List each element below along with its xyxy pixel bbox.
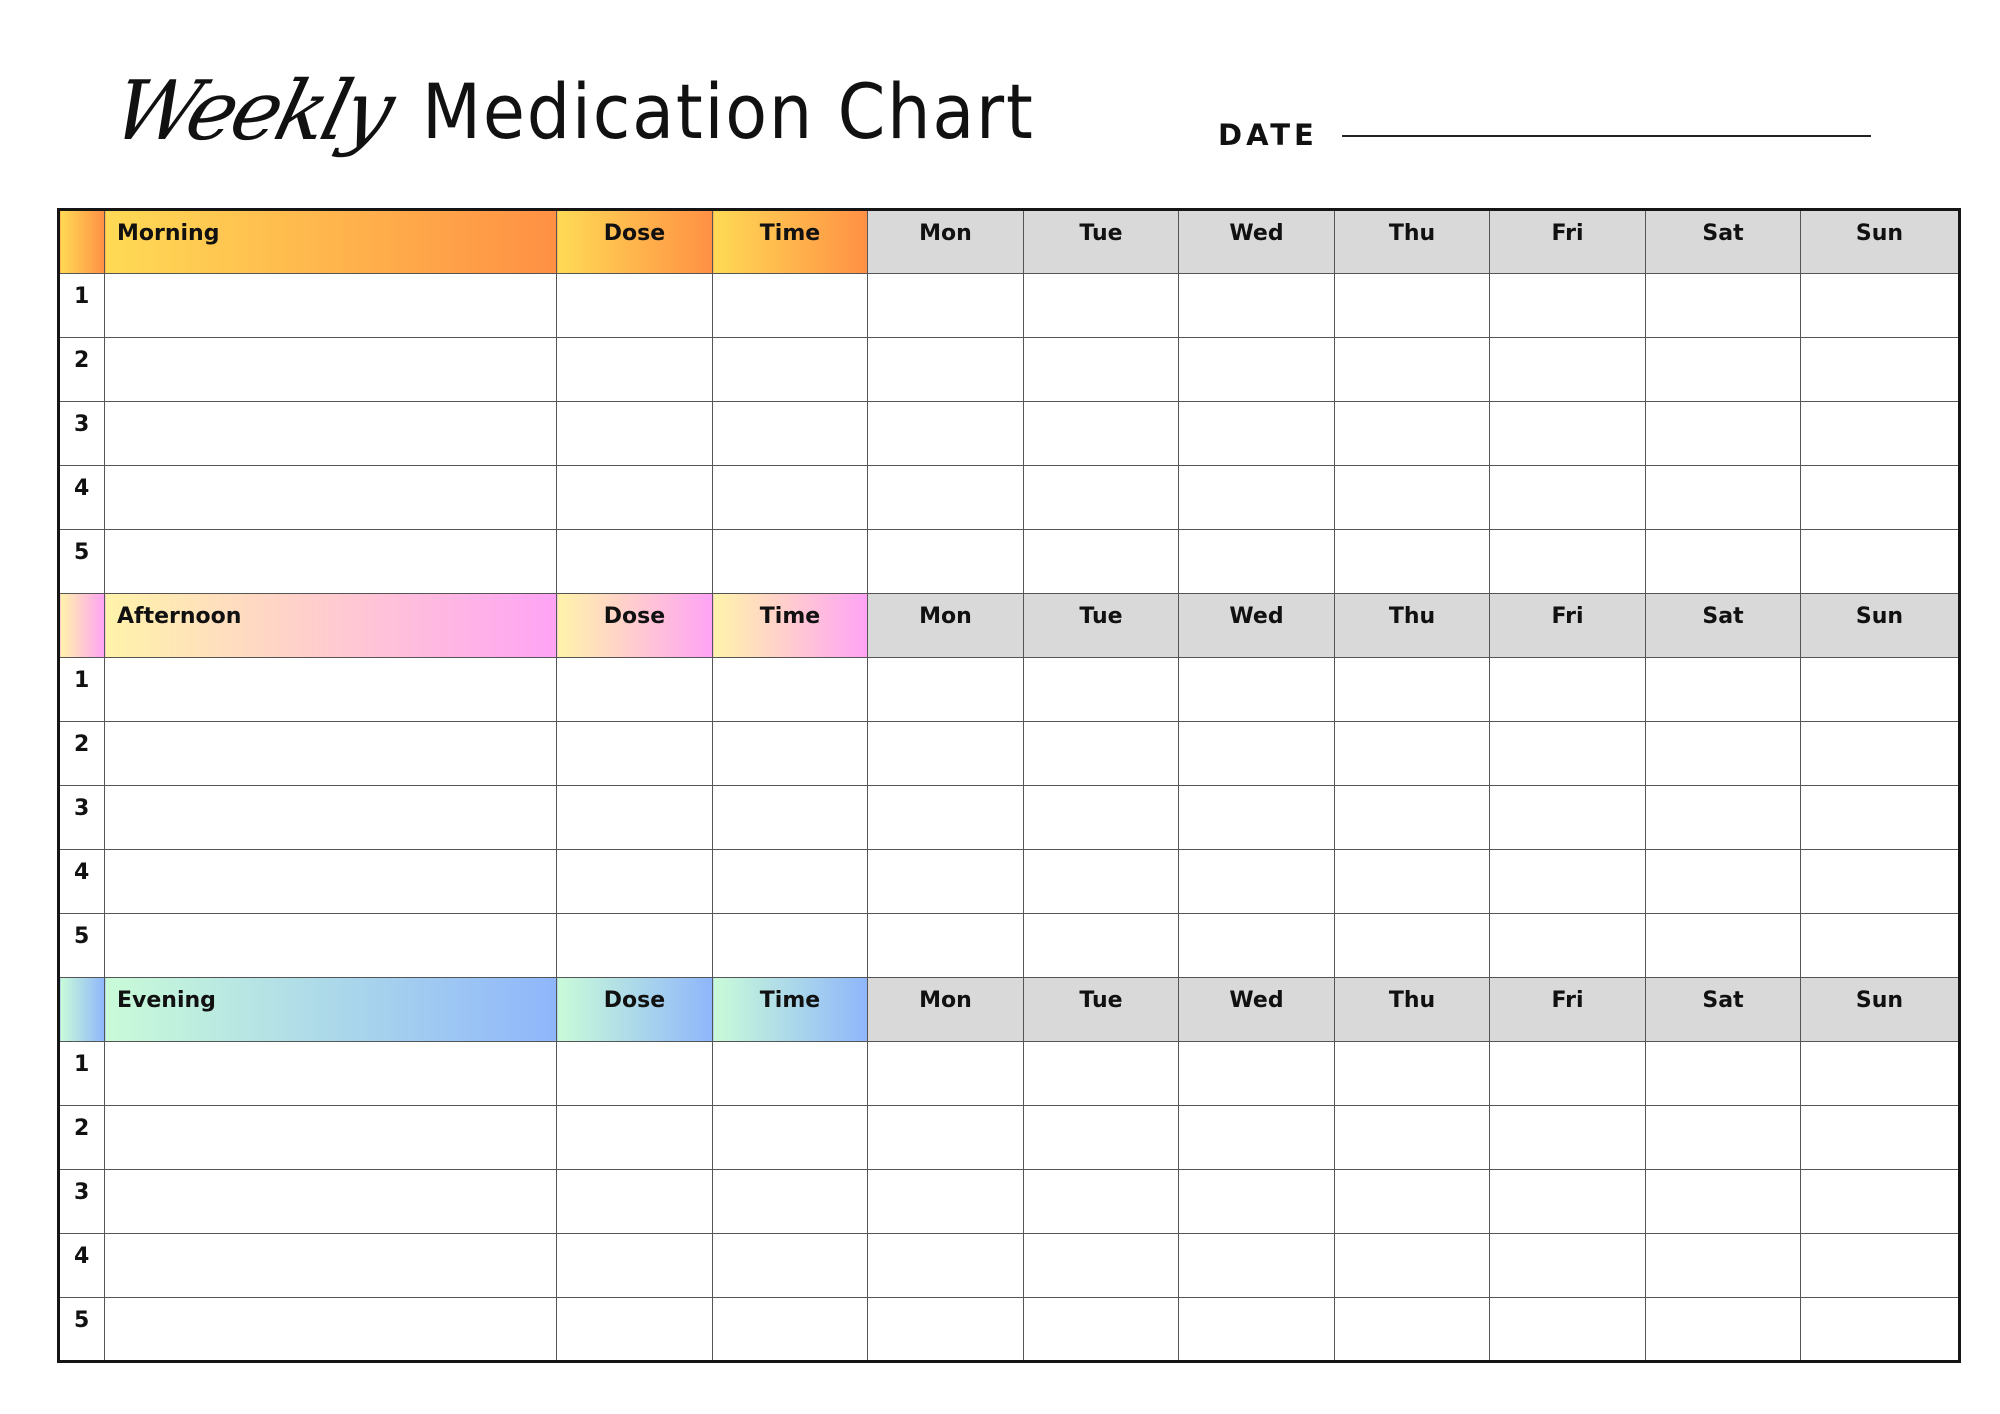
day-check-cell-sun[interactable] — [1801, 1234, 1960, 1298]
day-check-cell-wed[interactable] — [1179, 914, 1335, 978]
day-check-cell-sat[interactable] — [1646, 338, 1801, 402]
day-check-cell-mon[interactable] — [868, 786, 1024, 850]
afternoon-day-header-sun: Sun — [1801, 594, 1960, 658]
dose-cell[interactable] — [557, 1170, 713, 1234]
day-check-cell-thu[interactable] — [1335, 402, 1490, 466]
day-check-cell-fri[interactable] — [1490, 658, 1646, 722]
row-number: 4 — [59, 1234, 105, 1298]
day-check-cell-mon[interactable] — [868, 722, 1024, 786]
day-check-cell-wed[interactable] — [1179, 338, 1335, 402]
day-check-cell-tue[interactable] — [1024, 722, 1179, 786]
day-check-cell-sun[interactable] — [1801, 1170, 1960, 1234]
day-check-cell-sun[interactable] — [1801, 914, 1960, 978]
medication-name-cell[interactable] — [105, 1170, 557, 1234]
day-check-cell-sun[interactable] — [1801, 850, 1960, 914]
morning-dose-header: Dose — [557, 210, 713, 274]
day-check-cell-sun[interactable] — [1801, 1106, 1960, 1170]
table-row — [59, 786, 1960, 850]
medication-name-cell[interactable] — [105, 530, 557, 594]
day-check-cell-tue[interactable] — [1024, 530, 1179, 594]
evening-day-header-thu: Thu — [1335, 978, 1490, 1042]
afternoon-day-header-thu: Thu — [1335, 594, 1490, 658]
row-number: 4 — [59, 850, 105, 914]
row-number: 1 — [59, 658, 105, 722]
date-input-line[interactable] — [1342, 135, 1871, 137]
table-row — [59, 850, 1960, 914]
medication-name-cell[interactable] — [105, 1234, 557, 1298]
dose-cell[interactable] — [557, 786, 713, 850]
time-cell[interactable] — [713, 338, 868, 402]
morning-day-header-fri: Fri — [1490, 210, 1646, 274]
day-check-cell-sat[interactable] — [1646, 1298, 1801, 1362]
day-check-cell-mon[interactable] — [868, 402, 1024, 466]
day-check-cell-thu[interactable] — [1335, 466, 1490, 530]
table-row — [59, 722, 1960, 786]
afternoon-day-header-tue: Tue — [1024, 594, 1179, 658]
dose-cell[interactable] — [557, 1042, 713, 1106]
morning-header-row — [59, 210, 1960, 274]
day-check-cell-thu[interactable] — [1335, 914, 1490, 978]
page-title — [103, 52, 1103, 172]
morning-day-header-thu: Thu — [1335, 210, 1490, 274]
afternoon-time-header: Time — [713, 594, 868, 658]
day-check-cell-sun[interactable] — [1801, 1298, 1960, 1362]
title-main-text: Medication Chart — [421, 67, 1035, 156]
dose-cell[interactable] — [557, 274, 713, 338]
day-check-cell-sat[interactable] — [1646, 658, 1801, 722]
evening-day-header-fri: Fri — [1490, 978, 1646, 1042]
day-check-cell-wed[interactable] — [1179, 1234, 1335, 1298]
dose-cell[interactable] — [557, 658, 713, 722]
day-check-cell-tue[interactable] — [1024, 1298, 1179, 1362]
table-row — [59, 1298, 1960, 1362]
day-check-cell-wed[interactable] — [1179, 1042, 1335, 1106]
row-number: 2 — [59, 338, 105, 402]
day-check-cell-tue[interactable] — [1024, 274, 1179, 338]
evening-day-header-sun: Sun — [1801, 978, 1960, 1042]
day-check-cell-fri[interactable] — [1490, 850, 1646, 914]
day-check-cell-thu[interactable] — [1335, 530, 1490, 594]
dose-cell[interactable] — [557, 402, 713, 466]
row-number: 3 — [59, 786, 105, 850]
day-check-cell-tue[interactable] — [1024, 786, 1179, 850]
day-check-cell-thu[interactable] — [1335, 1234, 1490, 1298]
time-cell[interactable] — [713, 1106, 868, 1170]
evening-section-label: Evening — [105, 978, 557, 1042]
day-check-cell-fri[interactable] — [1490, 914, 1646, 978]
table-row — [59, 338, 1960, 402]
row-number: 2 — [59, 1106, 105, 1170]
dose-cell[interactable] — [557, 1234, 713, 1298]
time-cell[interactable] — [713, 402, 868, 466]
day-check-cell-wed[interactable] — [1179, 850, 1335, 914]
day-check-cell-mon[interactable] — [868, 338, 1024, 402]
day-check-cell-mon[interactable] — [868, 1106, 1024, 1170]
medication-name-cell[interactable] — [105, 1106, 557, 1170]
day-check-cell-thu[interactable] — [1335, 1298, 1490, 1362]
day-check-cell-fri[interactable] — [1490, 1298, 1646, 1362]
medication-name-cell[interactable] — [105, 402, 557, 466]
day-check-cell-wed[interactable] — [1179, 530, 1335, 594]
day-check-cell-thu[interactable] — [1335, 338, 1490, 402]
morning-time-header: Time — [713, 210, 868, 274]
day-check-cell-fri[interactable] — [1490, 338, 1646, 402]
day-check-cell-thu[interactable] — [1335, 722, 1490, 786]
day-check-cell-fri[interactable] — [1490, 786, 1646, 850]
day-check-cell-sun[interactable] — [1801, 722, 1960, 786]
day-check-cell-tue[interactable] — [1024, 914, 1179, 978]
medication-name-cell[interactable] — [105, 338, 557, 402]
time-cell[interactable] — [713, 658, 868, 722]
row-number: 4 — [59, 466, 105, 530]
time-cell[interactable] — [713, 722, 868, 786]
dose-cell[interactable] — [557, 1298, 713, 1362]
day-check-cell-tue[interactable] — [1024, 1234, 1179, 1298]
day-check-cell-mon[interactable] — [868, 850, 1024, 914]
evening-corner-cell — [59, 978, 105, 1042]
title-script-text: Weekly — [103, 64, 400, 159]
evening-dose-header: Dose — [557, 978, 713, 1042]
time-cell[interactable] — [713, 1234, 868, 1298]
morning-day-header-sat: Sat — [1646, 210, 1801, 274]
medication-name-cell[interactable] — [105, 658, 557, 722]
afternoon-day-header-fri: Fri — [1490, 594, 1646, 658]
day-check-cell-thu[interactable] — [1335, 1170, 1490, 1234]
day-check-cell-wed[interactable] — [1179, 1106, 1335, 1170]
medication-name-cell[interactable] — [105, 914, 557, 978]
morning-day-header-tue: Tue — [1024, 210, 1179, 274]
day-check-cell-thu[interactable] — [1335, 786, 1490, 850]
day-check-cell-wed[interactable] — [1179, 466, 1335, 530]
day-check-cell-mon[interactable] — [868, 1042, 1024, 1106]
day-check-cell-sat[interactable] — [1646, 1042, 1801, 1106]
day-check-cell-sat[interactable] — [1646, 1234, 1801, 1298]
day-check-cell-wed[interactable] — [1179, 402, 1335, 466]
day-check-cell-tue[interactable] — [1024, 850, 1179, 914]
day-check-cell-tue[interactable] — [1024, 466, 1179, 530]
row-number: 5 — [59, 530, 105, 594]
day-check-cell-tue[interactable] — [1024, 1106, 1179, 1170]
dose-cell[interactable] — [557, 850, 713, 914]
day-check-cell-sun[interactable] — [1801, 274, 1960, 338]
day-check-cell-sat[interactable] — [1646, 530, 1801, 594]
day-check-cell-thu[interactable] — [1335, 1106, 1490, 1170]
dose-cell[interactable] — [557, 1106, 713, 1170]
day-check-cell-tue[interactable] — [1024, 1042, 1179, 1106]
afternoon-day-header-sat: Sat — [1646, 594, 1801, 658]
day-check-cell-mon[interactable] — [868, 530, 1024, 594]
day-check-cell-fri[interactable] — [1490, 722, 1646, 786]
row-number: 3 — [59, 402, 105, 466]
medication-name-cell[interactable] — [105, 1298, 557, 1362]
row-number: 5 — [59, 1298, 105, 1362]
afternoon-dose-header: Dose — [557, 594, 713, 658]
morning-day-header-wed: Wed — [1179, 210, 1335, 274]
medication-name-cell[interactable] — [105, 466, 557, 530]
medication-table — [57, 208, 1961, 1363]
day-check-cell-mon[interactable] — [868, 1298, 1024, 1362]
day-check-cell-tue[interactable] — [1024, 338, 1179, 402]
day-check-cell-sat[interactable] — [1646, 1106, 1801, 1170]
medication-name-cell[interactable] — [105, 722, 557, 786]
day-check-cell-sat[interactable] — [1646, 786, 1801, 850]
day-check-cell-fri[interactable] — [1490, 1042, 1646, 1106]
row-number: 3 — [59, 1170, 105, 1234]
day-check-cell-sat[interactable] — [1646, 914, 1801, 978]
day-check-cell-thu[interactable] — [1335, 1042, 1490, 1106]
date-label: DATE — [1218, 118, 1318, 152]
day-check-cell-wed[interactable] — [1179, 658, 1335, 722]
day-check-cell-tue[interactable] — [1024, 1170, 1179, 1234]
row-number: 1 — [59, 1042, 105, 1106]
day-check-cell-fri[interactable] — [1490, 274, 1646, 338]
afternoon-header-row — [59, 594, 1960, 658]
day-check-cell-thu[interactable] — [1335, 658, 1490, 722]
day-check-cell-fri[interactable] — [1490, 1170, 1646, 1234]
day-check-cell-sun[interactable] — [1801, 530, 1960, 594]
day-check-cell-sat[interactable] — [1646, 722, 1801, 786]
time-cell[interactable] — [713, 1170, 868, 1234]
evening-day-header-wed: Wed — [1179, 978, 1335, 1042]
table-row — [59, 274, 1960, 338]
day-check-cell-fri[interactable] — [1490, 466, 1646, 530]
day-check-cell-wed[interactable] — [1179, 1298, 1335, 1362]
day-check-cell-tue[interactable] — [1024, 402, 1179, 466]
medication-table-body — [59, 210, 1960, 1362]
day-check-cell-fri[interactable] — [1490, 1234, 1646, 1298]
day-check-cell-mon[interactable] — [868, 658, 1024, 722]
dose-cell[interactable] — [557, 530, 713, 594]
day-check-cell-mon[interactable] — [868, 1234, 1024, 1298]
row-number: 5 — [59, 914, 105, 978]
day-check-cell-wed[interactable] — [1179, 722, 1335, 786]
table-row — [59, 914, 1960, 978]
table-row — [59, 658, 1960, 722]
table-row — [59, 466, 1960, 530]
evening-header-row — [59, 978, 1960, 1042]
afternoon-section-label: Afternoon — [105, 594, 557, 658]
time-cell[interactable] — [713, 850, 868, 914]
time-cell[interactable] — [713, 786, 868, 850]
time-cell[interactable] — [713, 1042, 868, 1106]
day-check-cell-mon[interactable] — [868, 466, 1024, 530]
table-row — [59, 1106, 1960, 1170]
table-row — [59, 530, 1960, 594]
day-check-cell-sun[interactable] — [1801, 658, 1960, 722]
table-row — [59, 1170, 1960, 1234]
day-check-cell-sat[interactable] — [1646, 274, 1801, 338]
day-check-cell-sun[interactable] — [1801, 402, 1960, 466]
day-check-cell-sun[interactable] — [1801, 1042, 1960, 1106]
medication-name-cell[interactable] — [105, 786, 557, 850]
time-cell[interactable] — [713, 530, 868, 594]
day-check-cell-sat[interactable] — [1646, 1170, 1801, 1234]
day-check-cell-thu[interactable] — [1335, 274, 1490, 338]
day-check-cell-wed[interactable] — [1179, 274, 1335, 338]
row-number: 2 — [59, 722, 105, 786]
medication-name-cell[interactable] — [105, 1042, 557, 1106]
table-row — [59, 1042, 1960, 1106]
day-check-cell-fri[interactable] — [1490, 1106, 1646, 1170]
row-number: 1 — [59, 274, 105, 338]
evening-time-header: Time — [713, 978, 868, 1042]
dose-cell[interactable] — [557, 722, 713, 786]
day-check-cell-wed[interactable] — [1179, 786, 1335, 850]
day-check-cell-wed[interactable] — [1179, 1170, 1335, 1234]
morning-day-header-sun: Sun — [1801, 210, 1960, 274]
time-cell[interactable] — [713, 466, 868, 530]
evening-day-header-sat: Sat — [1646, 978, 1801, 1042]
day-check-cell-mon[interactable] — [868, 274, 1024, 338]
evening-day-header-tue: Tue — [1024, 978, 1179, 1042]
day-check-cell-sun[interactable] — [1801, 338, 1960, 402]
time-cell[interactable] — [713, 914, 868, 978]
evening-day-header-mon: Mon — [868, 978, 1024, 1042]
day-check-cell-sat[interactable] — [1646, 402, 1801, 466]
time-cell[interactable] — [713, 274, 868, 338]
day-check-cell-mon[interactable] — [868, 914, 1024, 978]
time-cell[interactable] — [713, 1298, 868, 1362]
morning-day-header-mon: Mon — [868, 210, 1024, 274]
morning-section-label: Morning — [105, 210, 557, 274]
dose-cell[interactable] — [557, 466, 713, 530]
day-check-cell-sat[interactable] — [1646, 466, 1801, 530]
table-row — [59, 1234, 1960, 1298]
afternoon-day-header-wed: Wed — [1179, 594, 1335, 658]
day-check-cell-fri[interactable] — [1490, 530, 1646, 594]
day-check-cell-mon[interactable] — [868, 1170, 1024, 1234]
medication-name-cell[interactable] — [105, 850, 557, 914]
afternoon-corner-cell — [59, 594, 105, 658]
day-check-cell-sun[interactable] — [1801, 786, 1960, 850]
day-check-cell-tue[interactable] — [1024, 658, 1179, 722]
afternoon-day-header-mon: Mon — [868, 594, 1024, 658]
day-check-cell-thu[interactable] — [1335, 850, 1490, 914]
medication-name-cell[interactable] — [105, 274, 557, 338]
dose-cell[interactable] — [557, 914, 713, 978]
morning-corner-cell — [59, 210, 105, 274]
day-check-cell-sat[interactable] — [1646, 850, 1801, 914]
day-check-cell-fri[interactable] — [1490, 402, 1646, 466]
dose-cell[interactable] — [557, 338, 713, 402]
day-check-cell-sun[interactable] — [1801, 466, 1960, 530]
table-row — [59, 402, 1960, 466]
